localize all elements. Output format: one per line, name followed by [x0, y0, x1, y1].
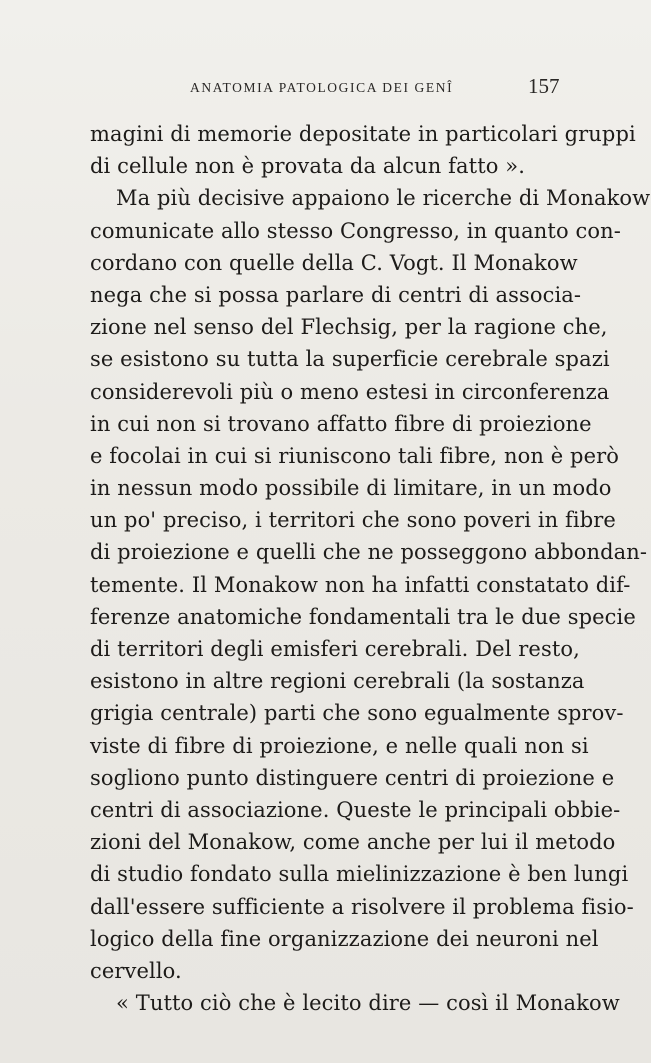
page-header [0, 72, 651, 102]
text-line: cordano con quelle della C. Vogt. Il Monakow [90, 250, 578, 275]
running-title: ANATOMIA PATOLOGICA DEI GENÎ [190, 80, 454, 95]
text-line: un po' preciso, i territori che sono poveri in fibre [90, 508, 616, 533]
text-line: di studio fondato sulla mielinizzazione è ben lungi [90, 862, 629, 887]
text-line: dall'essere sufficiente a risolvere il problema fisio- [90, 894, 634, 919]
text-line: logico della fine organizzazione dei neuroni nel [90, 926, 599, 951]
page-number: 157 [528, 74, 560, 98]
body-text [90, 118, 651, 1019]
text-line: magini di memorie depositate in particolari gruppi [90, 122, 636, 146]
text-line: comunicate allo stesso Congresso, in quanto con- [90, 218, 621, 243]
text-line: « Tutto ciò che è lecito dire — così il Monakow [116, 991, 620, 1016]
text-line: considerevoli più o meno estesi in circonferenza [90, 379, 610, 404]
text-line: se esistono su tutta la superficie cerebrale spazi [90, 347, 610, 372]
text-line: esistono in altre regioni cerebrali (la sostanza [90, 669, 585, 694]
text-line: Ma più decisive appaiono le ricerche di Monakow [116, 186, 651, 211]
text-line: viste di fibre di proiezione, e nelle quali non si [90, 733, 589, 758]
text-line: in cui non si trovano affatto fibre di proiezione [90, 411, 592, 436]
text-line: ferenze anatomiche fondamentali tra le due specie [90, 604, 636, 629]
text-line: di territori degli emisferi cerebrali. Del resto, [90, 637, 580, 661]
text-line: zioni del Monakow, come anche per lui il metodo [90, 830, 616, 855]
text-line: cervello. [90, 958, 182, 983]
text-line: e focolai in cui si riuniscono tali fibre, non è però [90, 443, 619, 468]
text-line: di proiezione e quelli che ne posseggono abbondan- [90, 540, 648, 565]
text-line: temente. Il Monakow non ha infatti constatato dif- [90, 572, 631, 597]
text-line: zione nel senso del Flechsig, per la ragione che, [90, 315, 608, 340]
text-line: sogliono punto distinguere centri di proiezione e [90, 765, 615, 790]
text-line: di cellule non è provata da alcun fatto ». [90, 154, 525, 179]
text-line: grigia centrale) parti che sono egualmente sprov- [90, 701, 624, 726]
text-line: nega che si possa parlare di centri di associa- [90, 282, 582, 307]
text-line: in nessun modo possibile di limitare, in un modo [90, 476, 612, 501]
text-line: centri di associazione. Queste le principali obbie- [90, 797, 621, 822]
